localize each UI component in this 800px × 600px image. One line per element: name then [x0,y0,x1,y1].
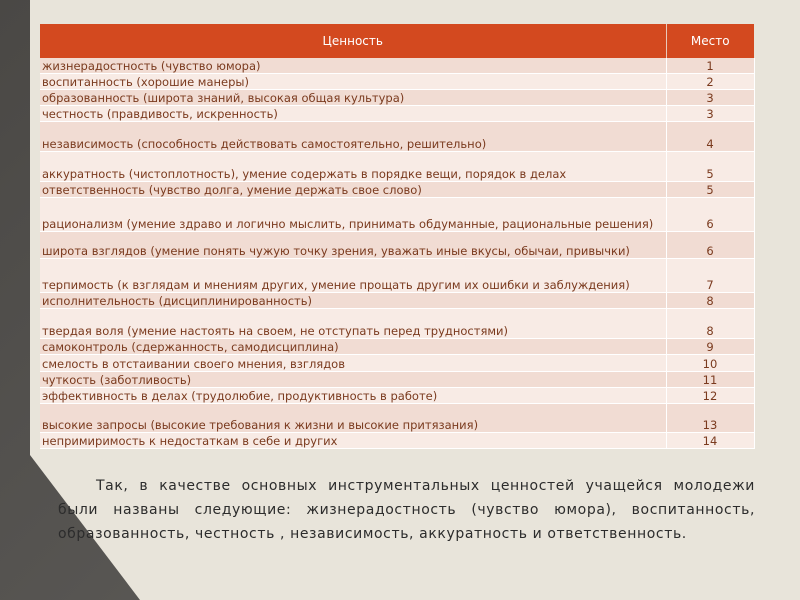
table-row [40,338,754,354]
table-row [40,73,754,89]
table-row [40,58,754,73]
table-row [40,105,754,121]
table-row [40,258,754,292]
table-row [40,181,754,197]
place-cell: 9 [666,338,754,354]
header-place: Место [666,24,754,58]
header-value: Ценность [40,24,666,58]
place-cell: 7 [666,258,754,292]
table-row [40,292,754,308]
place-cell: 5 [666,151,754,181]
value-cell: терпимость (к взглядам и мнениям других, умение прощать другим их ошибки и заблуждения) [40,258,666,292]
place-cell: 8 [666,292,754,308]
value-cell: самоконтроль (сдержанность, самодисциплина) [40,338,666,354]
place-cell: 6 [666,197,754,231]
value-cell: независимость (способность действовать самостоятельно, решительно) [40,121,666,151]
place-cell: 8 [666,308,754,338]
value-cell: ответственность (чувство долга, умение держать свое слово) [40,181,666,197]
table-row [40,197,754,231]
place-cell: 14 [666,432,754,448]
table-row [40,231,754,258]
table-row [40,432,754,448]
value-cell: смелость в отстаивании своего мнения, взглядов [40,354,666,371]
table-row [40,308,754,338]
value-cell: честность (правдивость, искренность) [40,105,666,121]
place-cell: 2 [666,73,754,89]
value-cell: жизнерадостность (чувство юмора) [40,58,666,73]
value-cell: аккуратность (чистоплотность), умение содержать в порядке вещи, порядок в делах [40,151,666,181]
table-header-row [40,24,754,58]
value-cell: исполнительность (дисциплинированность) [40,292,666,308]
table-row [40,371,754,387]
value-cell: эффективность в делах (трудолюбие, продуктивность в работе) [40,387,666,403]
value-cell: воспитанность (хорошие манеры) [40,73,666,89]
values-table [40,24,755,449]
place-cell: 5 [666,181,754,197]
value-cell: чуткость (заботливость) [40,371,666,387]
values-table-container [40,24,754,449]
table-row [40,387,754,403]
value-cell: широта взглядов (умение понять чужую точку зрения, уважать иные вкусы, обычаи, привычки) [40,231,666,258]
value-cell: высокие запросы (высокие требования к жизни и высокие притязания) [40,403,666,432]
place-cell: 3 [666,105,754,121]
place-cell: 12 [666,387,754,403]
table-row [40,151,754,181]
place-cell: 1 [666,58,754,73]
value-cell: непримиримость к недостаткам в себе и других [40,432,666,448]
place-cell: 4 [666,121,754,151]
table-row [40,354,754,371]
value-cell: образованность (широта знаний, высокая общая культура) [40,89,666,105]
table-row [40,403,754,432]
table-row [40,121,754,151]
value-cell: твердая воля (умение настоять на своем, не отступать перед трудностями) [40,308,666,338]
table-row [40,89,754,105]
place-cell: 10 [666,354,754,371]
value-cell: рационализм (умение здраво и логично мыслить, принимать обдуманные, рациональные решения) [40,197,666,231]
place-cell: 13 [666,403,754,432]
place-cell: 11 [666,371,754,387]
place-cell: 6 [666,231,754,258]
summary-paragraph: Так, в качестве основных инструментальных ценностей учащейся молодежи были названы следующие: жизнерадостность (чувство юмора), воспитанность, образованность, честность , независимость, аккуратность и ответственность. [58,478,755,542]
place-cell: 3 [666,89,754,105]
